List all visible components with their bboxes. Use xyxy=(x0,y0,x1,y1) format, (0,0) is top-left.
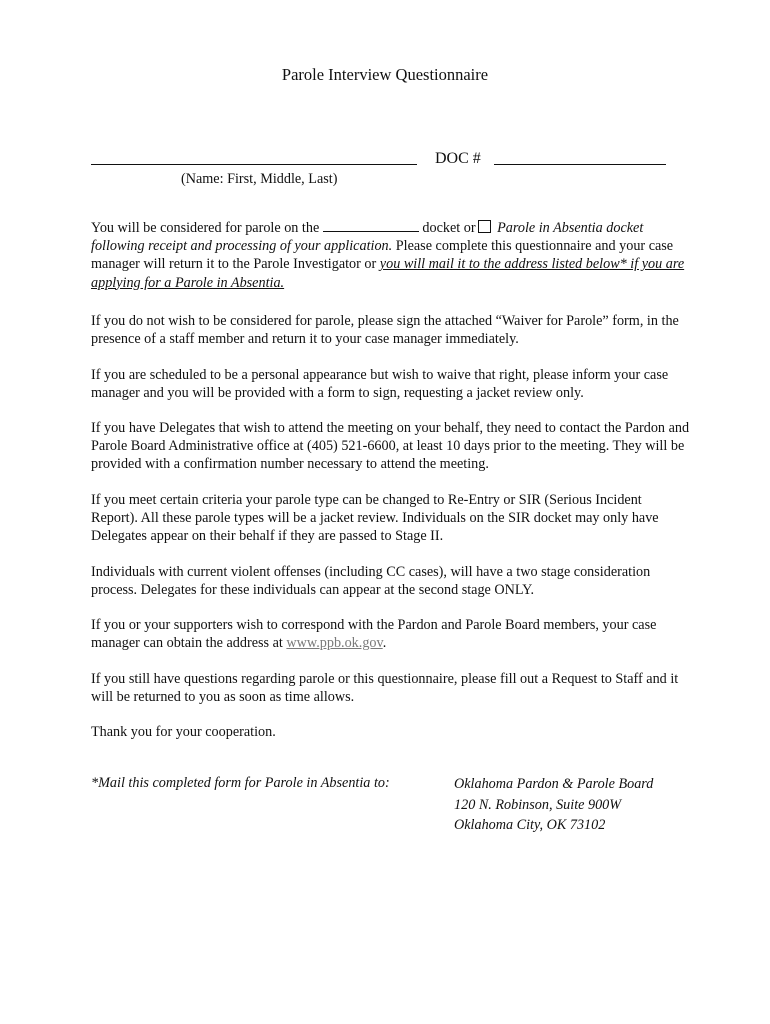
website-link[interactable]: www.ppb.ok.gov xyxy=(286,635,383,652)
parole-type-paragraph: If you meet certain criteria your parole type can be changed to Re-Entry or SIR (Serious Incident Report). All these parole types will be a jacket review. Individuals on the SIR docket may only have Delegates appear on their behalf if they are passed to Stage II. xyxy=(91,492,659,545)
mail-label: *Mail this completed form for Parole in Absentia to: xyxy=(91,775,390,791)
address-line: 120 N. Robinson, Suite 900W xyxy=(454,796,622,813)
intro-text-1: You will be considered for parole on the xyxy=(91,220,320,236)
absentia-checkbox[interactable] xyxy=(478,220,491,233)
correspond-end: . xyxy=(382,635,387,652)
doc-number-field[interactable] xyxy=(494,148,666,165)
correspond-paragraph xyxy=(91,616,691,652)
personal-appearance-paragraph: If you are scheduled to be a personal appearance but wish to waive that right, please inform your case manager and you will be provided with a form to sign, requesting a jacket review only. xyxy=(91,367,669,402)
intro-paragraph xyxy=(91,219,691,292)
mailing-address xyxy=(454,774,653,836)
mail-instruction: you will mail it to the address listed below* if you are applying for a Parole in Absentia. xyxy=(91,256,685,291)
violent-offenses-paragraph: Individuals with current violent offenses (including CC cases), will have a two stage consideration process. Delegates for these individuals can appear at the second stage ONLY. xyxy=(91,564,651,599)
waiver-paragraph: If you do not wish to be considered for parole, please sign the attached “Waiver for Parole” form, in the presence of a staff member and return it to your case manager immediately. xyxy=(91,313,679,348)
questions-paragraph: If you still have questions regarding parole or this questionnaire, please fill out a Request to Staff and it will be returned to you as soon as time allows. xyxy=(91,671,679,706)
page-title: Parole Interview Questionnaire xyxy=(281,65,489,84)
thanks-text: Thank you for your cooperation. xyxy=(91,724,276,740)
name-field[interactable] xyxy=(91,148,417,165)
absentia-text: Parole in Absentia docket following receipt and processing of your application. xyxy=(91,220,644,255)
name-caption: (Name: First, Middle, Last) xyxy=(181,171,338,187)
intro-text-2: docket or xyxy=(422,220,476,236)
docket-date-field[interactable] xyxy=(323,219,419,232)
correspond-text: If you or your supporters wish to correspond with the Pardon and Parole Board members, your case manager can obtain the address at xyxy=(91,617,657,652)
doc-label: DOC # xyxy=(435,150,481,167)
intro-text-3: Please complete this questionnaire and your case manager will return it to the Parole Investigator or xyxy=(91,238,674,273)
address-line: Oklahoma City, OK 73102 xyxy=(454,817,606,833)
address-line: Oklahoma Pardon & Parole Board xyxy=(454,776,654,792)
delegates-paragraph: If you have Delegates that wish to attend the meeting on your behalf, they need to contact the Pardon and Parole Board Administrative office at (405) 521-6600, at least 10 days prior to the meeting. They will be provided with a confirmation number necessary to attend the meeting. xyxy=(91,420,690,473)
